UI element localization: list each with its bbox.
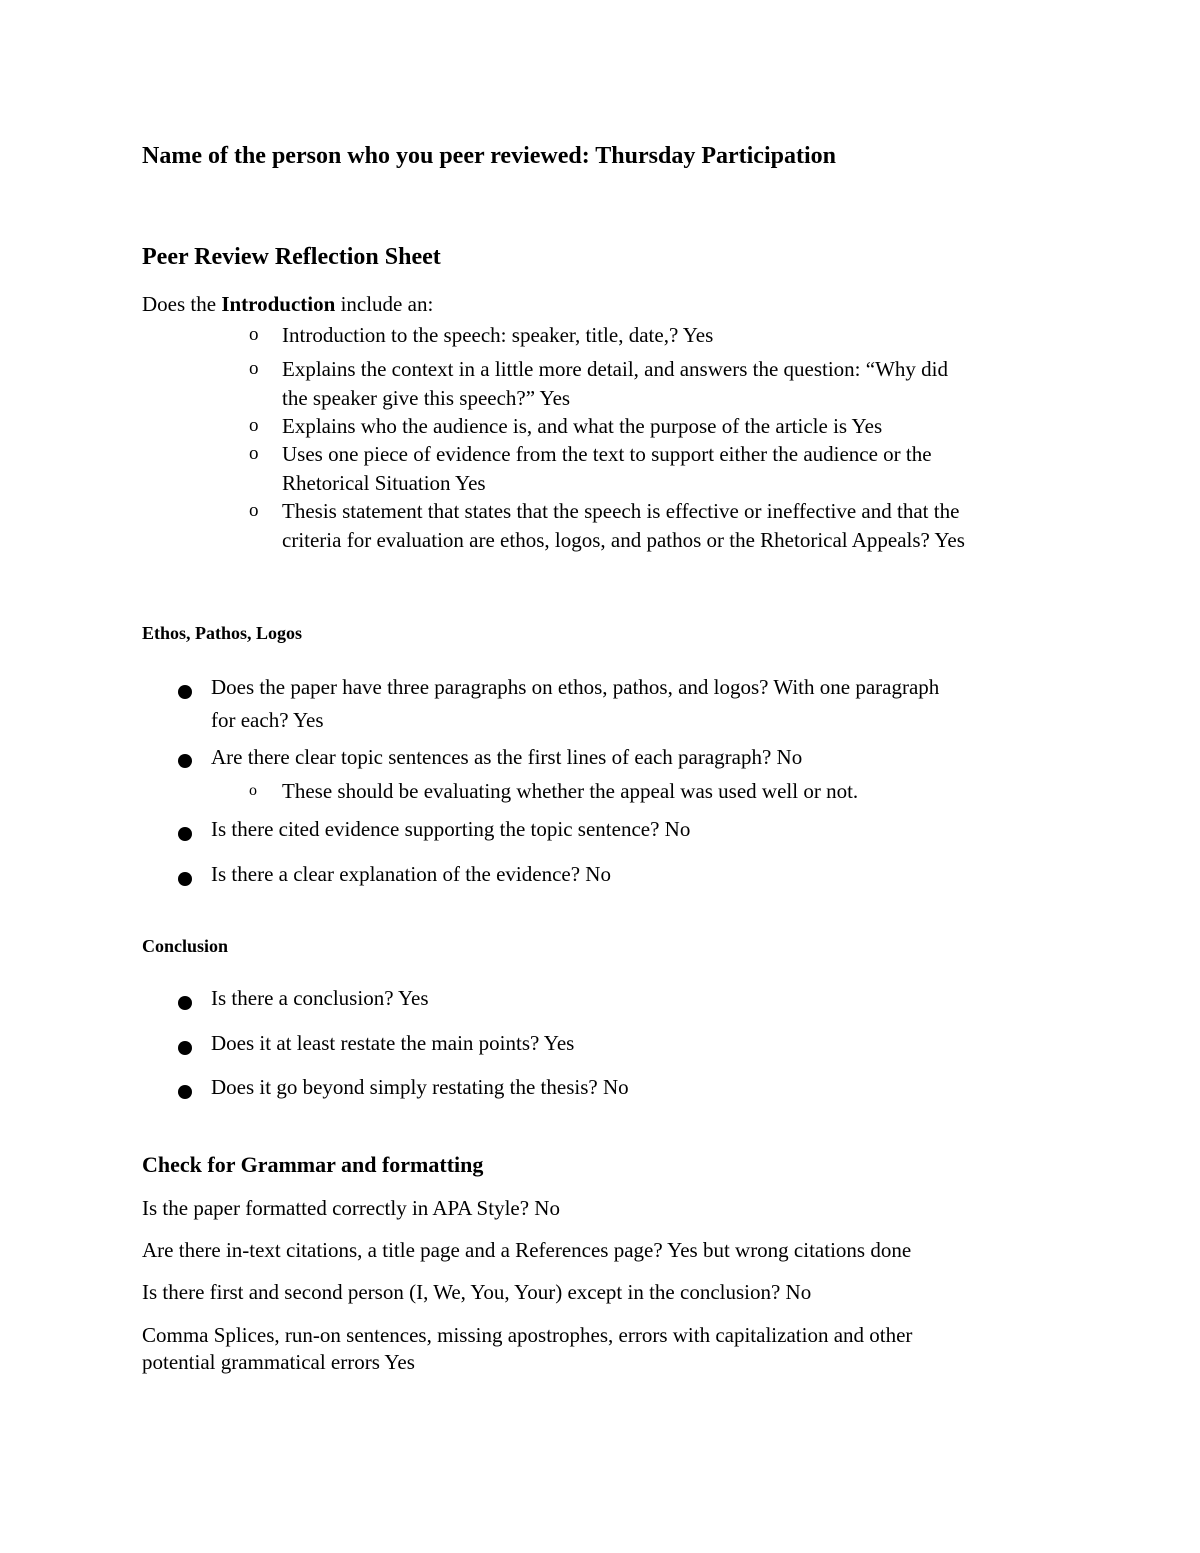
bullet-dot-icon	[178, 872, 192, 886]
grammar-line-5: potential grammatical errors Yes	[142, 1350, 415, 1374]
conclusion-item-3: Does it go beyond simply restating the thesis? No	[211, 1075, 629, 1099]
grammar-line-4: Comma Splices, run-on sentences, missing apostrophes, errors with capitalization and other	[142, 1323, 913, 1347]
sheet-title: Peer Review Reflection Sheet	[142, 244, 441, 270]
conclusion-item-1: Is there a conclusion? Yes	[211, 986, 429, 1010]
epl-heading: Ethos, Pathos, Logos	[142, 623, 303, 643]
conclusion-heading: Conclusion	[142, 936, 229, 956]
o-bullet-icon: o	[249, 782, 257, 799]
grammar-heading: Check for Grammar and formatting	[142, 1152, 484, 1177]
intro-item-5-line-1: Thesis statement that states that the speech is effective or ineffective and that the	[282, 499, 960, 523]
bullet-dot-icon	[178, 754, 192, 768]
bullet-dot-icon	[178, 1041, 192, 1055]
o-bullet-icon: o	[249, 358, 259, 379]
o-bullet-icon: o	[249, 500, 259, 521]
intro-item-2-line-2: the speaker give this speech?” Yes	[282, 386, 571, 410]
intro-item-2-line-1: Explains the context in a little more detail, and answers the question: “Why did	[282, 357, 948, 381]
grammar-line-2: Are there in-text citations, a title page and a References page? Yes but wrong citations done	[142, 1238, 912, 1262]
o-bullet-icon: o	[249, 324, 259, 345]
bullet-dot-icon	[178, 1085, 192, 1099]
epl-item-1-line-1: Does the paper have three paragraphs on ethos, pathos, and logos? With one paragraph	[211, 675, 940, 699]
intro-lead-before: Does the	[142, 292, 222, 316]
intro-item-5-line-2: criteria for evaluation are ethos, logos, and pathos or the Rhetorical Appeals? Yes	[282, 528, 965, 552]
intro-lead	[142, 290, 433, 319]
intro-lead-after: include an:	[335, 292, 434, 316]
intro-item-4-line-1: Uses one piece of evidence from the text to support either the audience or the	[282, 442, 932, 466]
reviewee-name-heading: Name of the person who you peer reviewed: Thursday Participation	[142, 143, 836, 169]
bullet-dot-icon	[178, 827, 192, 841]
o-bullet-icon: o	[249, 443, 259, 464]
bullet-dot-icon	[178, 996, 192, 1010]
grammar-line-3: Is there first and second person (I, We, You, Your) except in the conclusion? No	[142, 1280, 812, 1304]
conclusion-item-2: Does it at least restate the main points? Yes	[211, 1031, 575, 1055]
epl-item-2: Are there clear topic sentences as the first lines of each paragraph? No	[211, 745, 803, 769]
epl-item-1-line-2: for each? Yes	[211, 708, 324, 732]
epl-item-4: Is there a clear explanation of the evidence? No	[211, 862, 611, 886]
bullet-dot-icon	[178, 685, 192, 699]
intro-item-3: Explains who the audience is, and what the purpose of the article is Yes	[282, 414, 883, 438]
epl-sub-item: These should be evaluating whether the appeal was used well or not.	[282, 779, 859, 803]
intro-item-4-line-2: Rhetorical Situation Yes	[282, 471, 486, 495]
o-bullet-icon: o	[249, 415, 259, 436]
grammar-line-1: Is the paper formatted correctly in APA Style? No	[142, 1196, 560, 1220]
epl-item-3: Is there cited evidence supporting the topic sentence? No	[211, 817, 691, 841]
intro-lead-bold: Introduction	[221, 292, 336, 316]
intro-item-1: Introduction to the speech: speaker, title, date,? Yes	[282, 323, 714, 347]
